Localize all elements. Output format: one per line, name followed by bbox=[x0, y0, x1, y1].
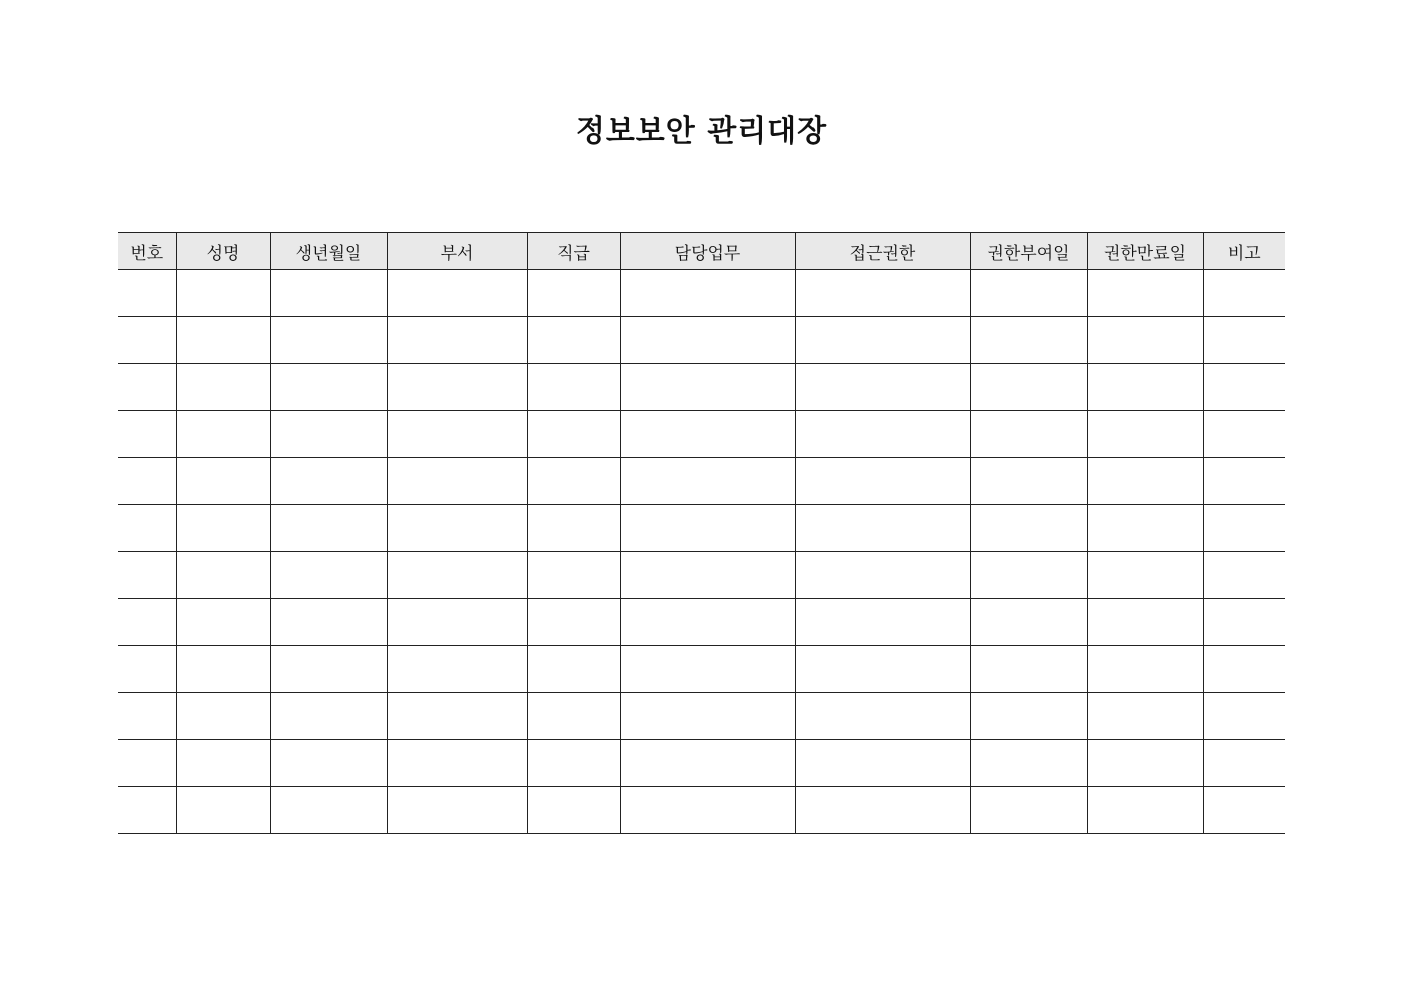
table-cell-birthdate[interactable] bbox=[270, 317, 387, 364]
table-cell-grant-date[interactable] bbox=[970, 505, 1087, 552]
security-ledger-table bbox=[118, 232, 1285, 834]
table-cell-department[interactable] bbox=[387, 787, 527, 834]
table-cell-duty[interactable] bbox=[620, 787, 795, 834]
table-cell-remarks[interactable] bbox=[1203, 270, 1285, 317]
table-cell-grant-date[interactable] bbox=[970, 740, 1087, 787]
table-cell-birthdate[interactable] bbox=[270, 693, 387, 740]
table-cell-birthdate[interactable] bbox=[270, 552, 387, 599]
column-header-position: 직급 bbox=[527, 233, 620, 270]
table-cell-department[interactable] bbox=[387, 411, 527, 458]
table-cell-name[interactable] bbox=[176, 552, 270, 599]
table-cell-position[interactable] bbox=[527, 599, 620, 646]
table-row bbox=[118, 364, 1285, 411]
table-row bbox=[118, 317, 1285, 364]
table-cell-number[interactable] bbox=[118, 317, 176, 364]
table-cell-expiry-date[interactable] bbox=[1087, 646, 1203, 693]
table-cell-position[interactable] bbox=[527, 364, 620, 411]
table-cell-number[interactable] bbox=[118, 599, 176, 646]
table-cell-expiry-date[interactable] bbox=[1087, 599, 1203, 646]
table-cell-position[interactable] bbox=[527, 411, 620, 458]
table-cell-name[interactable] bbox=[176, 364, 270, 411]
table-cell-access-rights[interactable] bbox=[795, 552, 970, 599]
table-cell-department[interactable] bbox=[387, 646, 527, 693]
table-cell-remarks[interactable] bbox=[1203, 317, 1285, 364]
table-cell-duty[interactable] bbox=[620, 364, 795, 411]
table-cell-birthdate[interactable] bbox=[270, 364, 387, 411]
table-row bbox=[118, 693, 1285, 740]
table-cell-position[interactable] bbox=[527, 458, 620, 505]
table-cell-position[interactable] bbox=[527, 317, 620, 364]
table-cell-remarks[interactable] bbox=[1203, 740, 1285, 787]
table-cell-duty[interactable] bbox=[620, 693, 795, 740]
table-cell-duty[interactable] bbox=[620, 458, 795, 505]
table-cell-name[interactable] bbox=[176, 458, 270, 505]
table-row bbox=[118, 787, 1285, 834]
table-cell-grant-date[interactable] bbox=[970, 411, 1087, 458]
table-cell-access-rights[interactable] bbox=[795, 270, 970, 317]
table-cell-access-rights[interactable] bbox=[795, 740, 970, 787]
table-cell-number[interactable] bbox=[118, 552, 176, 599]
table-cell-number[interactable] bbox=[118, 505, 176, 552]
table-cell-name[interactable] bbox=[176, 317, 270, 364]
table-cell-name[interactable] bbox=[176, 740, 270, 787]
table-cell-birthdate[interactable] bbox=[270, 505, 387, 552]
table-row bbox=[118, 646, 1285, 693]
table-cell-grant-date[interactable] bbox=[970, 270, 1087, 317]
table-cell-duty[interactable] bbox=[620, 646, 795, 693]
table-row bbox=[118, 411, 1285, 458]
column-header-name: 성명 bbox=[176, 233, 270, 270]
column-header-birthdate: 생년월일 bbox=[270, 233, 387, 270]
table-cell-access-rights[interactable] bbox=[795, 317, 970, 364]
table-cell-access-rights[interactable] bbox=[795, 646, 970, 693]
table-cell-department[interactable] bbox=[387, 693, 527, 740]
table-cell-expiry-date[interactable] bbox=[1087, 411, 1203, 458]
table-cell-position[interactable] bbox=[527, 693, 620, 740]
table-row bbox=[118, 599, 1285, 646]
table-cell-expiry-date[interactable] bbox=[1087, 552, 1203, 599]
table-row bbox=[118, 552, 1285, 599]
table-cell-access-rights[interactable] bbox=[795, 458, 970, 505]
table-cell-position[interactable] bbox=[527, 552, 620, 599]
table-cell-expiry-date[interactable] bbox=[1087, 740, 1203, 787]
table-cell-access-rights[interactable] bbox=[795, 599, 970, 646]
table-cell-position[interactable] bbox=[527, 787, 620, 834]
table-cell-birthdate[interactable] bbox=[270, 646, 387, 693]
table-cell-birthdate[interactable] bbox=[270, 599, 387, 646]
table-cell-department[interactable] bbox=[387, 364, 527, 411]
table-cell-expiry-date[interactable] bbox=[1087, 458, 1203, 505]
table-cell-number[interactable] bbox=[118, 411, 176, 458]
table-cell-access-rights[interactable] bbox=[795, 787, 970, 834]
table-cell-expiry-date[interactable] bbox=[1087, 787, 1203, 834]
table-cell-duty[interactable] bbox=[620, 270, 795, 317]
table-cell-duty[interactable] bbox=[620, 411, 795, 458]
table-cell-grant-date[interactable] bbox=[970, 787, 1087, 834]
table-cell-remarks[interactable] bbox=[1203, 599, 1285, 646]
table-cell-grant-date[interactable] bbox=[970, 693, 1087, 740]
table-cell-name[interactable] bbox=[176, 646, 270, 693]
table-cell-expiry-date[interactable] bbox=[1087, 693, 1203, 740]
table-cell-birthdate[interactable] bbox=[270, 787, 387, 834]
table-cell-grant-date[interactable] bbox=[970, 364, 1087, 411]
table-cell-number[interactable] bbox=[118, 787, 176, 834]
table-cell-remarks[interactable] bbox=[1203, 693, 1285, 740]
table-cell-access-rights[interactable] bbox=[795, 411, 970, 458]
table-cell-department[interactable] bbox=[387, 317, 527, 364]
table-cell-name[interactable] bbox=[176, 693, 270, 740]
table-row bbox=[118, 458, 1285, 505]
table-cell-remarks[interactable] bbox=[1203, 364, 1285, 411]
table-cell-expiry-date[interactable] bbox=[1087, 317, 1203, 364]
table-cell-grant-date[interactable] bbox=[970, 599, 1087, 646]
table-cell-name[interactable] bbox=[176, 599, 270, 646]
table-row bbox=[118, 505, 1285, 552]
table-cell-number[interactable] bbox=[118, 740, 176, 787]
column-header-grant-date: 권한부여일 bbox=[970, 233, 1087, 270]
table-cell-remarks[interactable] bbox=[1203, 505, 1285, 552]
table-cell-number[interactable] bbox=[118, 364, 176, 411]
table-cell-number[interactable] bbox=[118, 270, 176, 317]
table-cell-department[interactable] bbox=[387, 458, 527, 505]
table-cell-grant-date[interactable] bbox=[970, 317, 1087, 364]
table-cell-duty[interactable] bbox=[620, 552, 795, 599]
table-body bbox=[118, 270, 1285, 834]
table-cell-expiry-date[interactable] bbox=[1087, 505, 1203, 552]
table-cell-access-rights[interactable] bbox=[795, 505, 970, 552]
table-cell-number[interactable] bbox=[118, 646, 176, 693]
table-cell-position[interactable] bbox=[527, 740, 620, 787]
table-cell-grant-date[interactable] bbox=[970, 552, 1087, 599]
table-cell-birthdate[interactable] bbox=[270, 458, 387, 505]
table-cell-position[interactable] bbox=[527, 646, 620, 693]
column-header-number: 번호 bbox=[118, 233, 176, 270]
table-cell-number[interactable] bbox=[118, 693, 176, 740]
table-cell-access-rights[interactable] bbox=[795, 364, 970, 411]
table-cell-name[interactable] bbox=[176, 270, 270, 317]
table-cell-duty[interactable] bbox=[620, 599, 795, 646]
column-header-access-rights: 접근권한 bbox=[795, 233, 970, 270]
table-cell-name[interactable] bbox=[176, 505, 270, 552]
table-cell-grant-date[interactable] bbox=[970, 646, 1087, 693]
table-cell-remarks[interactable] bbox=[1203, 787, 1285, 834]
column-header-department: 부서 bbox=[387, 233, 527, 270]
table-cell-name[interactable] bbox=[176, 787, 270, 834]
table-cell-department[interactable] bbox=[387, 740, 527, 787]
table-cell-expiry-date[interactable] bbox=[1087, 270, 1203, 317]
table-cell-birthdate[interactable] bbox=[270, 411, 387, 458]
table-cell-remarks[interactable] bbox=[1203, 646, 1285, 693]
table-cell-access-rights[interactable] bbox=[795, 693, 970, 740]
table-cell-position[interactable] bbox=[527, 505, 620, 552]
table-cell-duty[interactable] bbox=[620, 317, 795, 364]
table-cell-position[interactable] bbox=[527, 270, 620, 317]
table-cell-department[interactable] bbox=[387, 505, 527, 552]
table-cell-birthdate[interactable] bbox=[270, 740, 387, 787]
table-row bbox=[118, 740, 1285, 787]
table-cell-department[interactable] bbox=[387, 552, 527, 599]
column-header-remarks: 비고 bbox=[1203, 233, 1285, 270]
table-cell-duty[interactable] bbox=[620, 740, 795, 787]
table-cell-remarks[interactable] bbox=[1203, 411, 1285, 458]
table-cell-name[interactable] bbox=[176, 411, 270, 458]
table-cell-duty[interactable] bbox=[620, 505, 795, 552]
table-cell-remarks[interactable] bbox=[1203, 552, 1285, 599]
table-cell-remarks[interactable] bbox=[1203, 458, 1285, 505]
column-header-duty: 담당업무 bbox=[620, 233, 795, 270]
table-cell-birthdate[interactable] bbox=[270, 270, 387, 317]
table-cell-department[interactable] bbox=[387, 599, 527, 646]
table-header-row bbox=[118, 233, 1285, 270]
table-cell-number[interactable] bbox=[118, 458, 176, 505]
page-title: 정보보안 관리대장 bbox=[575, 114, 828, 149]
column-header-expiry-date: 권한만료일 bbox=[1087, 233, 1203, 270]
table-row bbox=[118, 270, 1285, 317]
table-cell-grant-date[interactable] bbox=[970, 458, 1087, 505]
table-cell-expiry-date[interactable] bbox=[1087, 364, 1203, 411]
table-cell-department[interactable] bbox=[387, 270, 527, 317]
